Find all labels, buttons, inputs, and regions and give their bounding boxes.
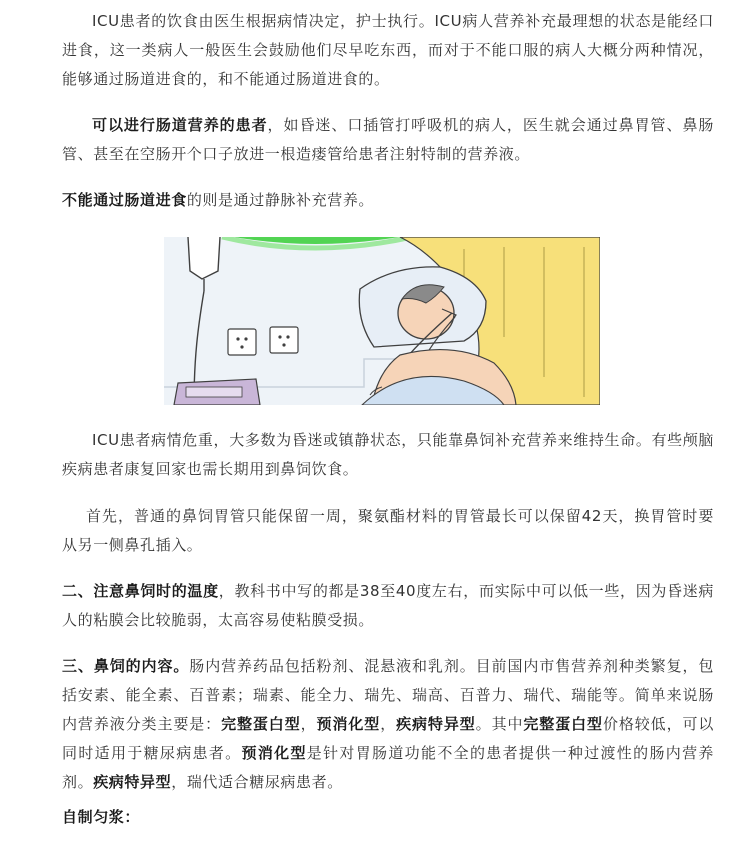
feeding-content-text-2: 。其中 xyxy=(475,715,524,733)
temperature-heading: 二、注意鼻饲时的温度 xyxy=(62,582,219,600)
feeding-content-text-4: 是针对胃肠道功能不全的患者提供一种过渡性的肠内营养剂。 xyxy=(62,744,714,791)
feeding-content-text-1: 肠内营养药品包括粉剂、混悬液和乳剂。目前国内市售营养剂种类繁复，包括安素、能全素、百普素；瑞素、能全力、瑞先、瑞高、百普力、瑞代、瑞能等。简单来说肠内营养液分类主要是： xyxy=(62,657,714,733)
feeding-content-text-3: 价格较低，可以同时适用于糖尿病患者。 xyxy=(62,715,714,762)
type-predigested: 预消化型 xyxy=(316,715,381,733)
tube-retention-text: 首先，普通的鼻饲胃管只能保留一周，聚氨酯材料的胃管最长可以保留42天，换胃管时要从另一侧鼻孔插入。 xyxy=(62,507,714,554)
intro-text: ICU患者的饮食由医生根据病情决定，护士执行。ICU病人营养补充最理想的状态是能经口进食，这一类病人一般医生会鼓励他们尽早吃东西，而对于不能口服的病人大概分两种情况，能够通过肠道进食的，和不能通过肠道进食的。 xyxy=(62,12,714,88)
patient-status-text: ICU患者病情危重，大多数为昏迷或镇静状态，只能靠鼻饲补充营养来维持生命。有些颅脑疾病患者康复回家也需长期用到鼻饲饮食。 xyxy=(62,431,714,478)
enteral-paragraph xyxy=(62,111,714,169)
separator-1: ， xyxy=(300,715,317,733)
feeding-content-text-5: ，瑞代适合糖尿病患者。 xyxy=(171,773,343,791)
parenteral-heading: 不能通过肠道进食 xyxy=(62,191,187,209)
temperature-text: ，教科书中写的都是38至40度左右，而实际中可以低一些，因为昏迷病人的粘膜会比较脆弱，太高容易使粘膜受损。 xyxy=(62,582,714,629)
type-predigested-ref: 预消化型 xyxy=(241,744,307,762)
type-complete-protein: 完整蛋白型 xyxy=(221,715,301,733)
parenteral-text: 的则是通过静脉补充营养。 xyxy=(186,191,375,209)
tube-retention-paragraph xyxy=(62,502,714,560)
feeding-content-paragraph xyxy=(62,652,714,797)
enteral-text: ，如昏迷、口插管打呼吸机的病人，医生就会通过鼻胃管、鼻肠管、甚至在空肠开个口子放进一根造瘘管给患者注射特制的营养液。 xyxy=(62,116,714,163)
enteral-heading: 可以进行肠道营养的患者 xyxy=(92,116,268,134)
homemade-heading: 自制匀浆： xyxy=(62,808,141,826)
feeding-content-heading: 三、鼻饲的内容。 xyxy=(62,657,190,675)
type-complete-protein-ref: 完整蛋白型 xyxy=(523,715,603,733)
patient-status-paragraph xyxy=(62,426,714,484)
homemade-heading-paragraph xyxy=(62,803,714,832)
patient-nasogastric-tube-illustration xyxy=(164,237,600,405)
type-disease-specific-ref: 疾病特异型 xyxy=(93,773,172,791)
separator-2: ， xyxy=(380,715,397,733)
temperature-paragraph xyxy=(62,577,714,635)
type-disease-specific: 疾病特异型 xyxy=(396,715,476,733)
intro-paragraph xyxy=(62,7,714,94)
parenteral-paragraph xyxy=(62,186,714,215)
